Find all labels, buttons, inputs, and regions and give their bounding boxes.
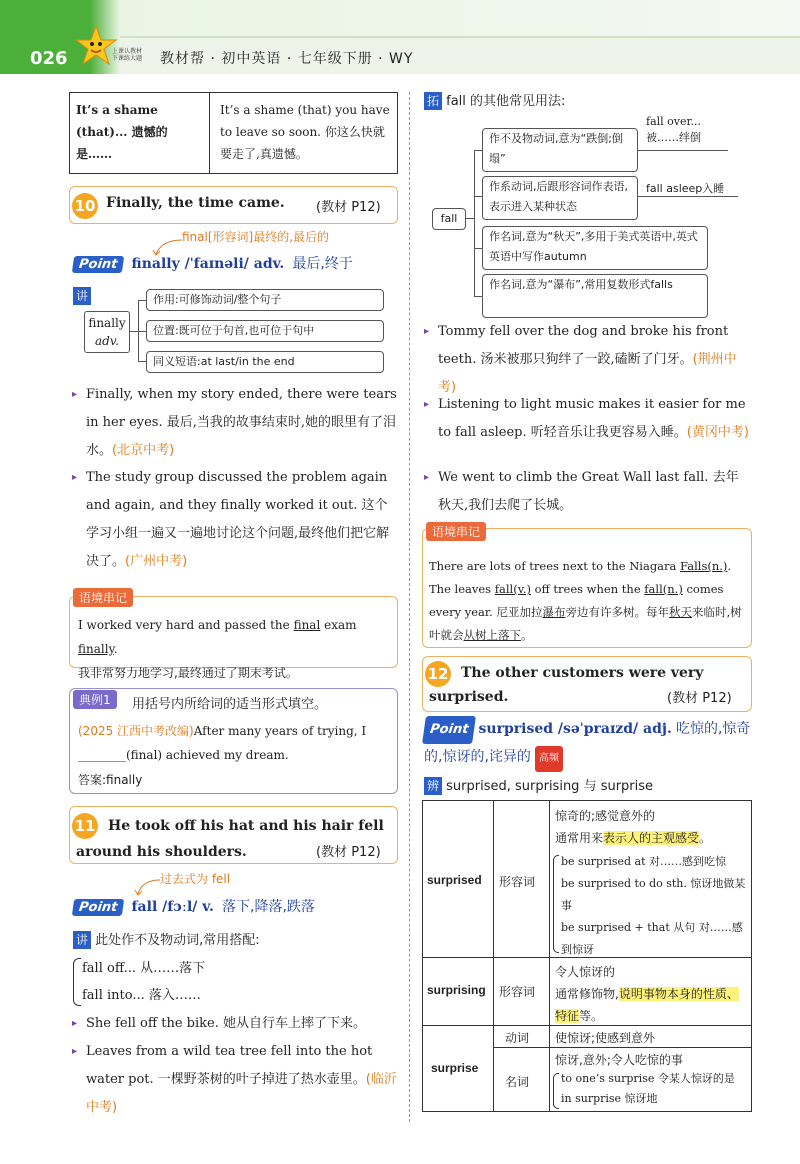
pos-noun: 名词	[505, 1075, 530, 1089]
section-ref: (教材 P12)	[667, 691, 732, 706]
fall-branch-waterfall: 作名词,意为“瀑布”,常用复数形式falls	[482, 274, 708, 318]
headword-meaning: 吃惊的,惊奇的,惊讶的,诧异的	[424, 721, 751, 765]
section-number: 11	[72, 813, 98, 839]
context-tag: 语境串记	[73, 588, 133, 607]
example-finally-2: ▸ The study group discussed the problem again and again, and they finally worked it out. 这个学习小组一遍又一遍地讨论这个问题,最终他们把它解决了。(广州中考)	[86, 464, 398, 576]
pos-adj: 形容词	[499, 985, 536, 999]
fall-branch-linking: 作系动词,后跟形容词作表语,表示进入某种状态	[482, 176, 638, 220]
context-box-fall: There are lots of trees next to the Niagara Falls(n.). The leaves fall(v.) off trees when the fall(n.) comes every year. 尼亚加拉瀑布旁边有许多树。每年秋天来临时,树叶就会从树上落下。	[422, 528, 752, 648]
fall-branch-autumn: 作名词,意为“秋天”,多用于美式英语中,英式英语中写作autumn	[482, 226, 708, 270]
example-tag: 典例1	[73, 690, 117, 709]
example-fall-1: ▸ She fell off the bike. 她从自行车上摔了下来。	[86, 1010, 398, 1038]
point-tag: Point	[72, 899, 125, 916]
phrase-fall-into: fall into... 落入……	[82, 988, 201, 1003]
word-surprising: surprising	[427, 983, 486, 997]
fall-note: 讲 此处作不及物动词,常用搭配:	[73, 929, 260, 949]
example-answer: 答案:finally	[78, 773, 143, 787]
finally-branch-position: 位置:既可位于句首,也可位于句中	[146, 320, 384, 342]
star-mascot-icon	[74, 24, 118, 70]
word-surprise: surprise	[431, 1061, 479, 1075]
point-line-finally	[73, 253, 353, 273]
section-11-heading	[69, 806, 398, 864]
pos-verb: 动词	[505, 1031, 530, 1045]
context-tag: 语境串记	[426, 522, 486, 541]
header-title: 教材帮 · 初中英语 · 七年级下册 · WY	[160, 51, 414, 67]
high-frequency-badge: 高频	[535, 746, 563, 772]
example-finally-1: ▸ Finally, when my story ended, there were tears in her eyes. 最后,当我的故事结束时,她的眼里有了泪水。(北京中考)	[86, 381, 398, 465]
annotation-arrow-icon	[132, 876, 162, 896]
finally-center-box: finally adv.	[84, 311, 130, 353]
section-number: 12	[425, 661, 451, 687]
fall-branch-intransitive: 作不及物动词,意为“跌倒;倒塌”	[482, 128, 638, 172]
headword: surprised /səˈpraɪzd/ adj.	[478, 721, 672, 737]
tuo-heading: 拓 fall 的其他常见用法:	[424, 90, 565, 110]
headword: fall /fɔːl/ v.	[131, 899, 214, 915]
section-10-heading	[69, 186, 398, 224]
page-number: 026	[30, 48, 68, 69]
example-fall-autumn: ▸ We went to climb the Great Wall last fall. 去年秋天,我们去爬了长城。	[438, 464, 750, 520]
section-title: He took off his hat and his hair fell around his shoulders.	[76, 818, 384, 860]
fall-center-box: fall	[432, 208, 466, 230]
example-instruction: 用括号内所给词的适当形式填空。	[132, 697, 328, 712]
phrase-table	[69, 92, 398, 174]
example-fall-asleep: ▸ Listening to light music makes it easier for me to fall asleep. 听轻音乐让我更容易入睡。(黄冈中考)	[438, 391, 750, 447]
fell-annotation: 过去式为 fell	[160, 872, 231, 886]
context-box-finally: I worked very hard and passed the final exam finally. 我非常努力地学习,最终通过了期末考试。	[69, 596, 398, 668]
headword-meaning: 落下,降落,跌落	[222, 899, 315, 915]
phrase-cell: It’s a shame (that)... 遗憾的是……	[70, 93, 210, 173]
pos-adj: 形容词	[499, 875, 536, 889]
section-ref: (教材 P12)	[316, 200, 381, 215]
phrase-example-cell: It’s a shame (that) you have to leave so soon. 你这么快就要走了,真遗憾。	[220, 103, 390, 161]
section-title: The other customers were very surprised.	[429, 665, 704, 705]
bian-heading: 辨 surprised, surprising 与 surprise	[424, 775, 653, 795]
section-title: Finally, the time came.	[106, 195, 285, 211]
finally-branch-synonym: 同义短语:at last/in the end	[146, 351, 384, 373]
example-fall-over: ▸ Tommy fell over the dog and broke his front teeth. 汤米被那只狗绊了一跤,磕断了门牙。(荆州中考)	[438, 318, 750, 402]
headword-meaning: 最后,终于	[292, 256, 353, 272]
section-ref: (教材 P12)	[316, 845, 381, 860]
brand-slogan: 上课认教材 下课练大题	[112, 48, 143, 62]
column-divider	[409, 92, 410, 1122]
fall-over-leaf: fall over... 被……绊倒	[646, 115, 702, 144]
headword: finally /ˈfaɪnəli/ adv.	[131, 256, 285, 272]
phrase-brace	[73, 958, 81, 1006]
point-tag: Point	[72, 256, 125, 273]
word-surprised: surprised	[427, 873, 482, 887]
fall-asleep-leaf: fall asleep入睡	[646, 182, 725, 195]
section-12-heading	[422, 656, 752, 712]
point-line-fall	[73, 896, 315, 916]
surprise-comparison-table: surprised 形容词 惊奇的;感觉意外的 通常用来表示人的主观感受。 be surprised at 对……感到吃惊 be surprised to do sth. 惊讶地做某事 be surprised + that 从句 对……感到惊讶 surprising 形容词 令人惊讶的 通常修饰物,说明事物本身的性质、特征等。 surprise 动词 使惊讶;使感到意外 名词 惊讶,意外;令人吃惊的事 to one’s surprise 令某人惊讶的是 in surprise 惊讶地	[422, 800, 752, 1112]
jiang-icon: 讲	[73, 287, 91, 305]
finally-branch-usage: 作用:可修饰动词/整个句子	[146, 289, 384, 311]
phrase-fall-off: fall off... 从……落下	[82, 961, 206, 976]
verb-definition: 使惊讶;使感到意外	[555, 1031, 656, 1045]
point-tag: Point	[422, 716, 476, 744]
point-line-surprised	[424, 716, 754, 772]
noun-definition: 惊讶,意外;令人吃惊的事	[555, 1053, 683, 1067]
section-number: 10	[72, 193, 98, 219]
final-annotation: final[形容词]最终的,最后的	[182, 230, 330, 244]
example-box-1: 用括号内所给词的适当形式填空。 (2025 江西中考改编)After many years of trying, I ________(final) achieved my dream. 答案:finally	[69, 688, 398, 794]
example-fall-2: ▸ Leaves from a wild tea tree fell into the hot water pot. 一棵野茶树的叶子掉进了热水壶里。(临沂中考)	[86, 1038, 398, 1122]
